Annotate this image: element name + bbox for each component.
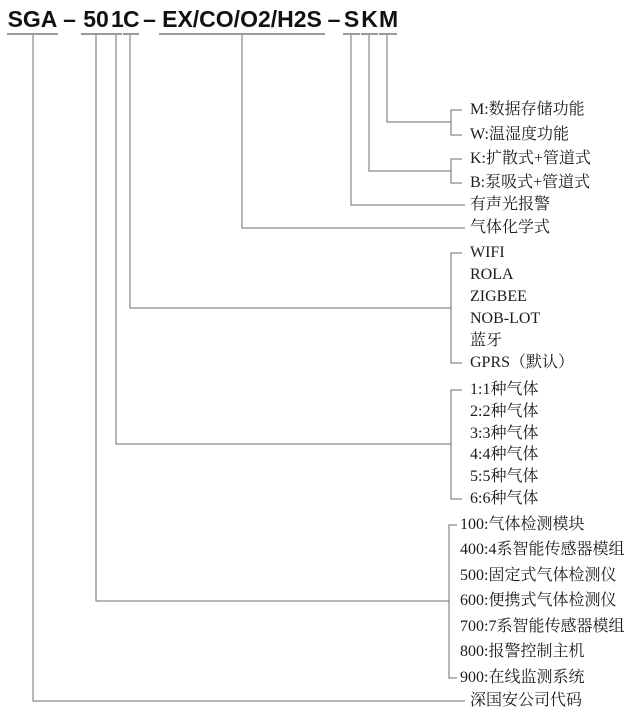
legend-item-gas-formula: 气体化学式 xyxy=(470,219,551,236)
legend-item-gas-count-3: 3:3种气体 xyxy=(470,425,539,442)
code-separator-dash: – xyxy=(327,6,341,32)
legend-item-comm-wifi: WIFI xyxy=(470,244,505,261)
connector-50-series xyxy=(96,34,449,601)
connector-s-alarm xyxy=(351,34,465,205)
bracket-storage-options xyxy=(451,110,462,135)
legend-item-gas-count-6: 6:6种气体 xyxy=(470,490,539,507)
legend-item-comm-rola: ROLA xyxy=(470,266,514,283)
legend-item-sampling-k: K:扩散式+管道式 xyxy=(470,150,592,167)
legend-item-gas-count-5: 5:5种气体 xyxy=(470,468,539,485)
legend-item-gas-count-2: 2:2种气体 xyxy=(470,403,539,420)
code-segment-sga: SGA xyxy=(7,7,58,35)
legend-item-series-900: 900:在线监测系统 xyxy=(460,669,585,686)
legend-item-series-400: 400:4系智能传感器模组 xyxy=(460,541,625,558)
legend-item-series-100: 100:气体检测模块 xyxy=(460,516,585,533)
legend-item-company-code: 深国安公司代码 xyxy=(470,692,583,709)
legend-item-storage-m: M:数据存储功能 xyxy=(470,101,585,118)
legend-item-series-600: 600:便携式气体检测仪 xyxy=(460,592,617,609)
code-separator-dash: – xyxy=(143,6,156,32)
legend-item-gas-count-1: 1:1种气体 xyxy=(470,381,539,398)
code-segment-gases: EX/CO/O2/H2S xyxy=(159,7,325,35)
connector-k-sampling xyxy=(369,34,451,171)
legend-item-storage-w: W:温湿度功能 xyxy=(470,126,569,143)
legend-item-comm-noblot: NOB-LOT xyxy=(470,310,541,327)
bracket-sampling-options xyxy=(451,159,462,183)
code-segment-1: 1 xyxy=(111,7,122,35)
legend-item-series-700: 700:7系智能传感器模组 xyxy=(460,618,625,635)
bracket-comm-options xyxy=(451,253,462,363)
code-separator-dash: – xyxy=(63,6,76,32)
connector-1-gas-count xyxy=(116,34,451,444)
code-segment-s: S xyxy=(343,7,360,35)
bracket-series-options xyxy=(449,525,457,678)
connector-m-storage xyxy=(387,34,451,122)
code-segment-k: K xyxy=(361,7,378,35)
bracket-gas-count-options xyxy=(451,390,462,499)
legend-item-comm-zigbee: ZIGBEE xyxy=(470,288,527,305)
connector-ex-formula xyxy=(242,34,465,228)
legend-item-sampling-b: B:泵吸式+管道式 xyxy=(470,174,591,191)
legend-item-comm-bluetooth: 蓝牙 xyxy=(470,332,503,349)
legend-item-alarm: 有声光报警 xyxy=(470,196,551,213)
legend-item-comm-gprs: GPRS（默认） xyxy=(470,354,575,371)
code-segment-50: 50 xyxy=(81,7,111,35)
legend-item-series-800: 800:报警控制主机 xyxy=(460,643,585,660)
legend-item-gas-count-4: 4:4种气体 xyxy=(470,446,539,463)
code-segment-m: M xyxy=(379,7,397,35)
legend-item-series-500: 500:固定式气体检测仪 xyxy=(460,567,617,584)
code-segment-c: C xyxy=(123,7,139,35)
